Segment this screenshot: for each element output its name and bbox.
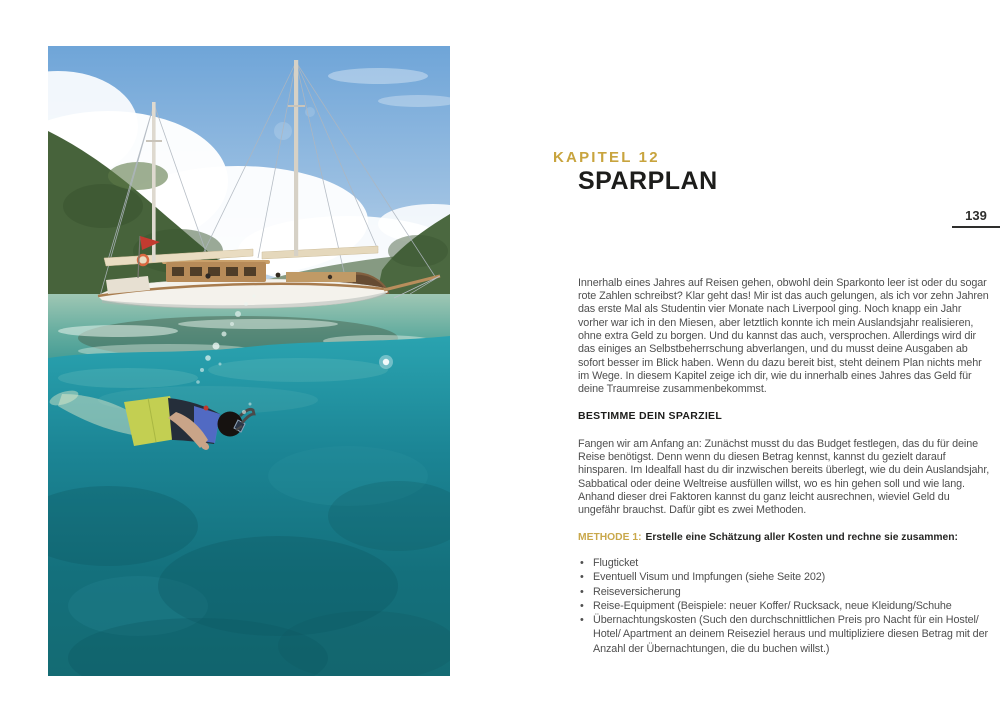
list-item: • Eventuell Visum und Impfungen (siehe Seite 202)	[578, 570, 990, 584]
list-item: • Reise-Equipment (Beispiele: neuer Koffer/ Rucksack, neue Kleidung/Schuhe	[578, 599, 990, 613]
list-item: • Reiseversicherung	[578, 585, 990, 599]
intro-paragraph: Innerhalb eines Jahres auf Reisen gehen, obwohl dein Sparkonto leer ist oder du sogar rote Zahlen schreibst? Klar geht das! Mir ist das auch gelungen, als ich vor zehn Jahren das erste Mal als Studentin vier Monate nach Liverpool ging. Noch knapp ein Jahr vorher war ich in den Miesen, aber letztlich konnte ich mein Auslandsjahr realisieren, ohne extra Geld zu borgen. Und du kannst das auch, versprochen. Allerdings wird dir das einiges an Selbstbeherrschung abverlangen, und du musst deine Ausgaben ab sofort besser im Blick haben. Wenn du dazu bereit bist, steht deinem Plan nichts mehr im Wege. In diesem Kapitel zeige ich dir, wie du innerhalb eines Jahres das Geld für deine Traumreise zusammenbekommst.	[578, 276, 989, 396]
chapter-kicker: KAPITEL 12	[553, 149, 660, 166]
cost-bullet-list	[578, 556, 990, 656]
section-paragraph: Fangen wir am Anfang an: Zunächst musst du das Budget festlegen, das du für deine Reise benötigst. Denn wenn du diesen Betrag kennst, kannst du gezielt darauf hinsparen. Im Idealfall hast du dir inzwischen bereits überlegt, wie du dein Auslandsjahr, Sabbatical oder deine Weltreise ausfüllen willst, wo es hin gehen soll und wie lang. Anhand dieser drei Faktoren kannst du ganz leicht ausrechnen, wieviel Geld du ungefähr brauchst. Dafür gibt es zwei Methoden.	[578, 437, 990, 517]
method-text: Erstelle eine Schätzung aller Kosten und rechne sie zusammen:	[645, 532, 958, 543]
chapter-title: SPARPLAN	[578, 167, 718, 195]
list-item: • Übernachtungskosten (Such den durchschnittlichen Preis pro Nacht für ein Hostel/ Hotel/ Apartment an deinem Reiseziel heraus und multipliziere diesen Betrag mit der Anzahl der Übernachtungen, die du buchen willst.)	[578, 613, 990, 656]
page-number: 139	[952, 208, 1000, 228]
method-lead-in	[578, 531, 998, 544]
photo-underwater	[48, 336, 450, 676]
method-label: METHODE 1:	[578, 532, 642, 543]
list-item: • Flugticket	[578, 556, 990, 570]
boat-snorkeler-photo	[48, 46, 450, 676]
section-heading: BESTIMME DEIN SPARZIEL	[578, 410, 723, 422]
